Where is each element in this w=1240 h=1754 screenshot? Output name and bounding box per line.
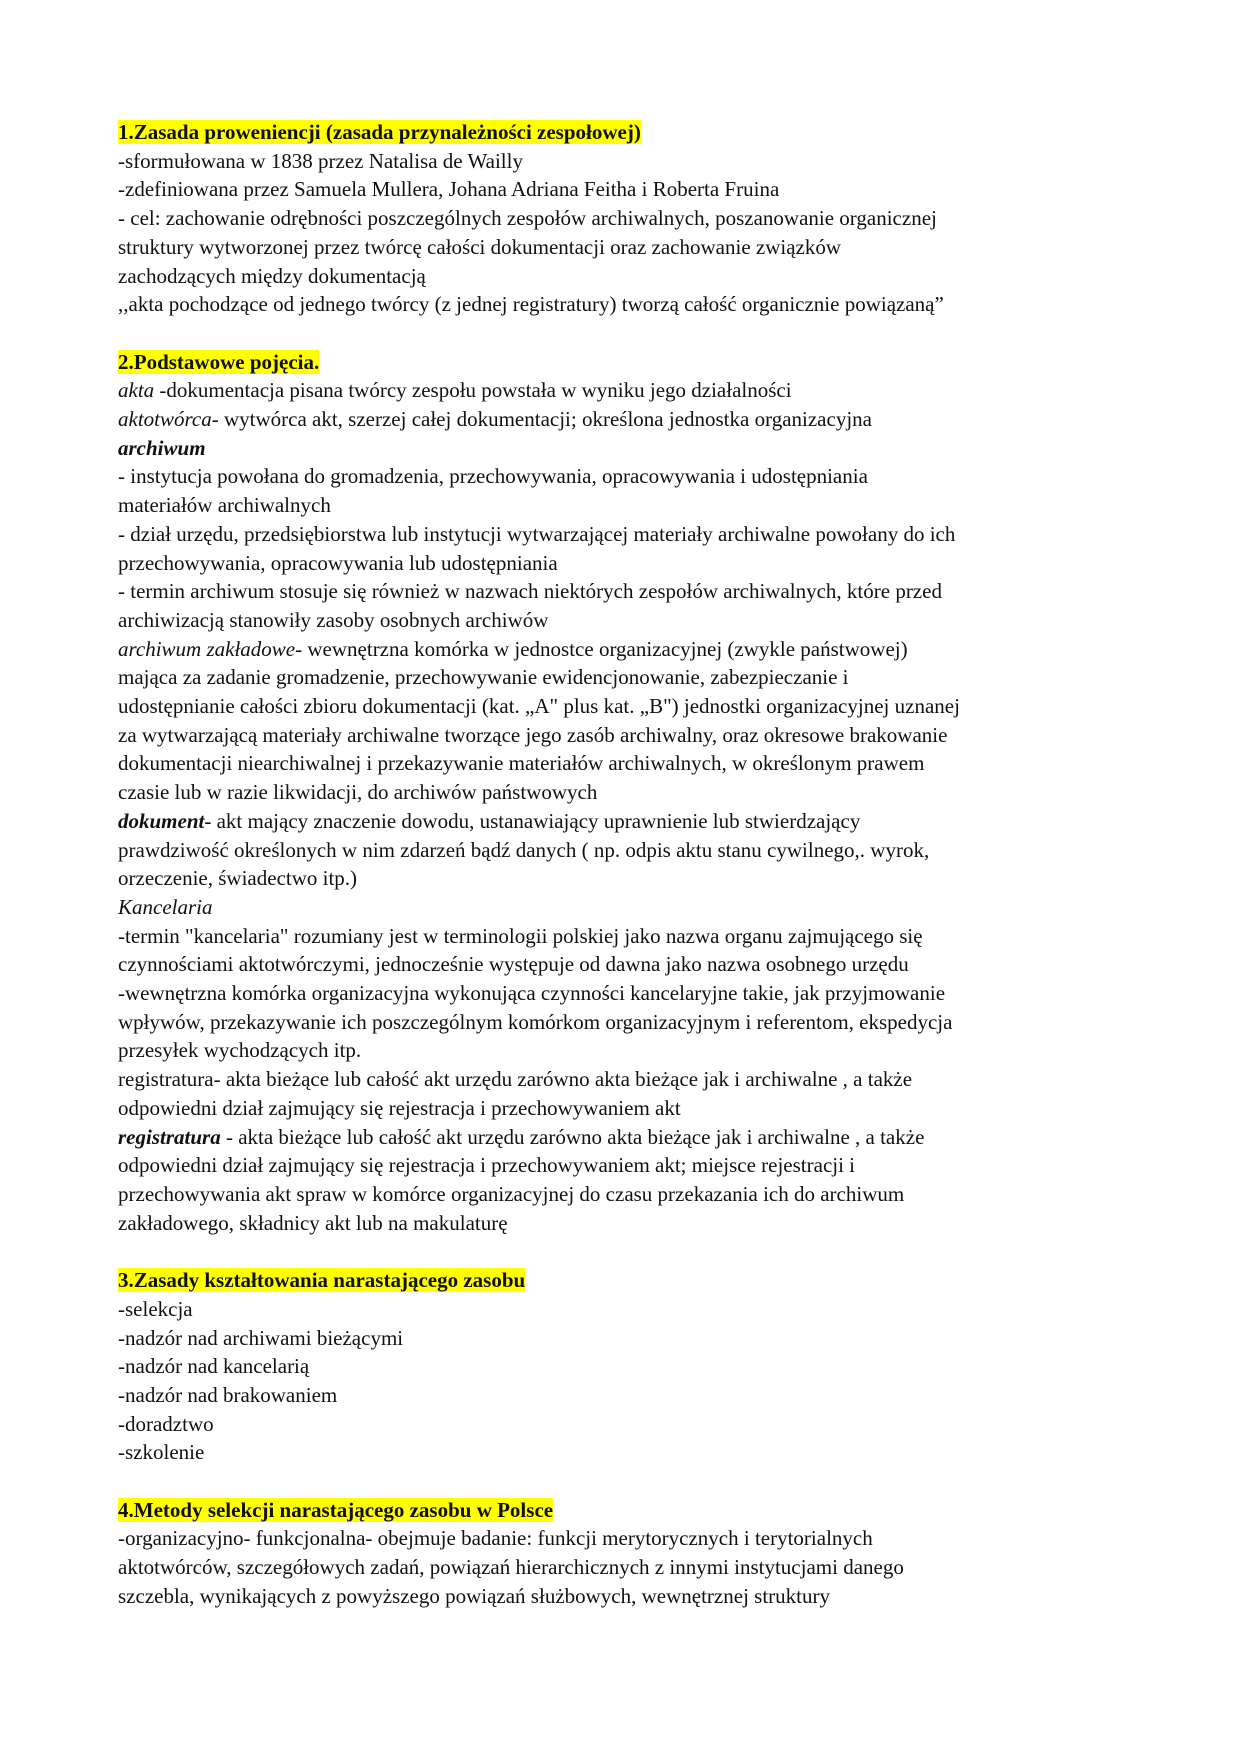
definition-aktotworca [118, 405, 1120, 434]
kancelaria-line: registratura- akta bieżące lub całość akt urzędu zarówno akta bieżące jak i archiwalne , a także [118, 1067, 913, 1092]
archiwum-line: - instytucja powołana do gromadzenia, przechowywania, opracowywania i udostępniania [118, 464, 868, 489]
section-1-heading: 1.Zasada proweniencji (zasada przynależności zespołowej) [118, 120, 641, 144]
section-3-heading-line [118, 1266, 1120, 1295]
kancelaria-line: -termin "kancelaria" rozumiany jest w terminologii polskiej jako nazwa organu zajmującego się [118, 923, 923, 948]
kancelaria-line: -wewnętrzna komórka organizacyjna wykonująca czynności kancelaryjne takie, jak przyjmowanie [118, 981, 946, 1006]
section-4-heading: 4.Metody selekcji narastającego zasobu w Polsce [118, 1497, 554, 1522]
term-dokument: dokument [118, 808, 205, 833]
section-3-heading: 3.Zasady kształtowania narastającego zasobu [118, 1268, 526, 1293]
paragraph-gap [118, 1467, 1120, 1496]
term-aktotworca: aktotwórca [118, 407, 212, 432]
kancelaria-line: czynnościami aktotwórczymi, jednocześnie występuje od dawna jako nazwa osobnego urzędu [118, 952, 909, 977]
paragraph-gap [118, 1237, 1120, 1266]
definition-kancelaria [118, 893, 1120, 922]
section-1-line: zachodzących między dokumentacją [118, 263, 426, 288]
section-2-heading: 2.Podstawowe pojęcia. [118, 349, 320, 374]
archiwum-line: materiałów archiwalnych [118, 493, 331, 518]
archiwum-zakladowe-line: za wytwarzającą materiały archiwalne tworzące jego zasób archiwalny, oraz okresowe brakowanie [118, 722, 948, 747]
section-4-heading-line [118, 1496, 1120, 1525]
archiwum-line: - dział urzędu, przedsiębiorstwa lub instytucji wytwarzającej materiały archiwalne powołany do ich [118, 521, 956, 546]
definition-text: - wytwórca akt, szerzej całej dokumentacji; określona jednostka organizacyjna [211, 407, 872, 432]
section-1-line: -zdefiniowana przez Samuela Mullera, Johana Adriana Feitha i Roberta Fruina [118, 177, 780, 202]
term-akta: akta [118, 378, 155, 403]
archiwum-line: - termin archiwum stosuje się również w nazwach niektórych zespołów archiwalnych, które przed [118, 579, 942, 604]
dokument-line: prawdziwość określonych w nim zdarzeń bądź danych ( np. odpis aktu stanu cywilnego,. wyrok, [118, 837, 930, 862]
definition-archiwum-zakladowe [118, 635, 1120, 664]
term-registratura: registratura [118, 1124, 221, 1149]
term-archiwum: archiwum [118, 435, 206, 460]
archiwum-zakladowe-line: czasie lub w razie likwidacji, do archiwów państwowych [118, 780, 598, 805]
term-archiwum-zakladowe: archiwum zakładowe [118, 636, 296, 661]
archiwum-zakladowe-line: mająca za zadanie gromadzenie, przechowywanie ewidencjonowanie, zabezpieczanie i [118, 665, 849, 690]
definition-archiwum [118, 434, 1120, 463]
definition-text: - wewnętrzna komórka w jednostce organizacyjnej (zwykle państwowej) [295, 636, 908, 661]
paragraph-gap [118, 319, 1120, 348]
section-4-line: -organizacyjno- funkcjonalna- obejmuje badanie: funkcji merytorycznych i terytorialnych [118, 1526, 873, 1551]
kancelaria-line: przesyłek wychodzących itp. [118, 1038, 362, 1063]
term-kancelaria: Kancelaria [118, 894, 213, 919]
section-1-line: -sformułowana w 1838 przez Natalisa de Wailly [118, 148, 523, 173]
definition-registratura [118, 1123, 1120, 1152]
dokument-line: orzeczenie, świadectwo itp.) [118, 866, 358, 891]
definition-dokument [118, 807, 1120, 836]
section-1-line: ,,akta pochodzące od jednego twórcy (z jednej registratury) tworzą całość organicznie powiązaną” [118, 292, 944, 317]
section-3-line: -nadzór nad brakowaniem [118, 1382, 338, 1407]
section-4-line: szczebla, wynikających z powyższego powiązań służbowych, wewnętrznej struktury [118, 1583, 830, 1608]
archiwum-line: przechowywania, opracowywania lub udostępniania [118, 550, 558, 575]
registratura-line: zakładowego, składnicy akt lub na makulaturę [118, 1210, 508, 1235]
section-1-line: - cel: zachowanie odrębności poszczególnych zespołów archiwalnych, poszanowanie organicznej [118, 206, 937, 231]
section-4-line: aktotwórców, szczegółowych zadań, powiązań hierarchicznych z innymi instytucjami danego [118, 1555, 904, 1580]
section-2-heading-line [118, 348, 1120, 377]
definition-text: - akt mający znaczenie dowodu, ustanawiający uprawnienie lub stwierdzający [204, 808, 861, 833]
section-3-line: -selekcja [118, 1296, 193, 1321]
archiwum-zakladowe-line: dokumentacji niearchiwalnej i przekazywanie materiałów archiwalnych, w określonym prawem [118, 751, 925, 776]
definition-text: -dokumentacja pisana twórcy zespołu powstała w wyniku jego działalności [154, 378, 792, 403]
section-3-line: -nadzór nad kancelarią [118, 1354, 310, 1379]
kancelaria-line: wpływów, przekazywanie ich poszczególnym komórkom organizacyjnym i referentom, ekspedycja [118, 1009, 953, 1034]
section-3-line: -nadzór nad archiwami bieżącymi [118, 1325, 404, 1350]
registratura-line: przechowywania akt spraw w komórce organizacyjnej do czasu przekazania ich do archiwum [118, 1182, 905, 1206]
definition-akta [118, 376, 1120, 405]
definition-text: - akta bieżące lub całość akt urzędu zarówno akta bieżące jak i archiwalne , a także [220, 1124, 925, 1149]
section-1-line: struktury wytworzonej przez twórcę całości dokumentacji oraz zachowanie związków [118, 234, 842, 259]
kancelaria-line: odpowiedni dział zajmujący się rejestracja i przechowywaniem akt [118, 1095, 681, 1120]
archiwum-zakladowe-line: udostępnianie całości zbioru dokumentacji (kat. „A" plus kat. „B") jednostki organizacyjnej uznanej [118, 694, 960, 719]
archiwum-line: archiwizacją stanowiły zasoby osobnych archiwów [118, 607, 549, 632]
section-3-line: -doradztwo [118, 1411, 214, 1436]
section-3-line: -szkolenie [118, 1440, 205, 1465]
registratura-line: odpowiedni dział zajmujący się rejestracja i przechowywaniem akt; miejsce rejestracji i [118, 1153, 856, 1178]
section-1-heading-line [118, 118, 1120, 147]
